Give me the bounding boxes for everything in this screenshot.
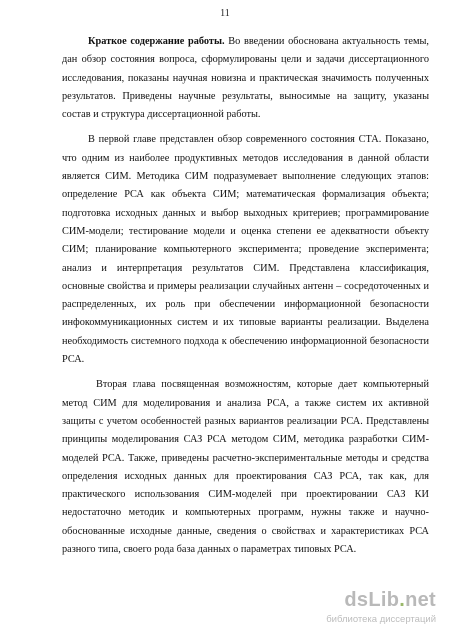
document-body	[62, 33, 429, 566]
page-number: 11	[220, 8, 230, 19]
watermark	[306, 589, 436, 629]
summary-heading: Краткое содержание работы.	[88, 36, 225, 47]
summary-text: Во введении обоснована актуальность темы, дан обзор состояния вопроса, сформулированы цели и задачи диссертационного исследования, показаны научная новизна и практическая значимость полученных результатов. Приведены научные результаты, выносимые на защиту, указаны состав и структура диссертационной работы.	[62, 36, 429, 121]
watermark-subtitle: библиотека диссертаций	[326, 614, 436, 625]
paragraph-chapter-one: В первой главе представлен обзор современного состояния СТА. Показано, что одним из наиболее продуктивных методов исследования в данной области является СИМ. Методика СИМ подразумевает выполнение следующих этапов: определение РСА как объекта СИМ; математическая формализация объекта; подготовка исходных данных и выбор выходных критериев; программирование СИМ-модели; тестирование модели и оценка степени ее адекватности объекту СИМ; планирование компьютерного эксперимента; проведение эксперимента; анализ и интерпретация результатов СИМ. Представлена классификация, основные свойства и примеры реализации случайных антенн – сосредоточенных и распределенных, их роль при обеспечении информационной безопасности инфокоммуникационных систем и их типовые варианты реализации. Выделена необходимость системного подхода к обеспечению информационной безопасности РСА.	[62, 134, 429, 366]
watermark-logo: dsLib.net	[344, 589, 436, 611]
paragraph-chapter-two: Вторая глава посвященная возможностям, которые дает компьютерный метод СИМ для моделирования и анализа РСА, а также систем их активной защиты с учетом особенностей разных вариантов реализации РСА. Представлены принципы моделирования САЗ РСА методом СИМ, методика разработки СИМ-моделей РСА. Также, приведены расчетно-экспериментальные методы и средства определения исходных данных для проектирования САЗ РСА, так как, для практического использования СИМ-моделей при проектировании САЗ КИ недостаточно методик и компьютерных программ, нужны также и научно-обоснованные исходные данные, сведения о свойствах и характеристиках РСА разного типа, своего рода база данных о параметрах типовых РСА.	[62, 379, 429, 556]
paragraph-summary	[62, 33, 429, 124]
